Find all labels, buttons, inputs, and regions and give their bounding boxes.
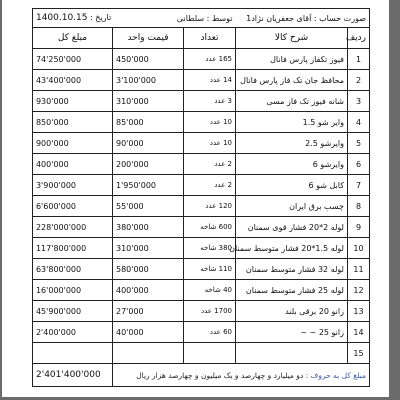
row-index: 10 bbox=[348, 238, 370, 259]
row-total: 45'900'000 bbox=[32, 301, 112, 322]
row-description: زانو 25 ~ ~ bbox=[235, 322, 347, 343]
table-row bbox=[32, 112, 369, 133]
column-header-total: مبلغ کل bbox=[32, 28, 112, 49]
row-index: 5 bbox=[348, 133, 370, 154]
table-row bbox=[32, 280, 369, 301]
row-unit-price: 40'000 bbox=[112, 322, 183, 343]
row-description: چسب برق ایران bbox=[235, 196, 347, 217]
row-quantity: 165 عدد bbox=[183, 49, 235, 70]
column-header-description: شرح کالا bbox=[235, 28, 347, 49]
row-unit-price bbox=[112, 343, 183, 364]
row-index: 13 bbox=[348, 301, 370, 322]
row-total: 63'800'000 bbox=[32, 259, 112, 280]
row-total: 930'000 bbox=[32, 91, 112, 112]
issuer-label: توسط : سلطانی bbox=[183, 9, 235, 28]
row-total: 74'250'000 bbox=[32, 49, 112, 70]
row-total: 850'000 bbox=[32, 112, 112, 133]
row-description: لوله 2*20 فشار قوی سمنان bbox=[235, 217, 347, 238]
row-unit-price: 580'000 bbox=[112, 259, 183, 280]
row-quantity: 40 شاخه bbox=[183, 280, 235, 301]
table-row bbox=[32, 133, 369, 154]
row-total: 2'400'000 bbox=[32, 322, 112, 343]
table-row bbox=[32, 49, 369, 70]
row-index: 6 bbox=[348, 154, 370, 175]
row-quantity: 120 عدد bbox=[183, 196, 235, 217]
row-unit-price: 90'000 bbox=[112, 133, 183, 154]
row-index: 4 bbox=[348, 112, 370, 133]
row-description bbox=[235, 343, 347, 364]
row-index: 8 bbox=[348, 196, 370, 217]
invoice-table bbox=[32, 8, 370, 364]
window-left-edge bbox=[0, 0, 2, 400]
row-quantity: 10 عدد bbox=[183, 112, 235, 133]
total-in-words-label: مبلغ کل به حروف : bbox=[305, 370, 366, 380]
row-quantity: 110 شاخه bbox=[183, 259, 235, 280]
window-right-edge bbox=[389, 0, 400, 400]
table-row bbox=[32, 259, 369, 280]
row-unit-price: 400'000 bbox=[112, 280, 183, 301]
row-quantity: 2 عدد bbox=[183, 175, 235, 196]
row-index: 11 bbox=[348, 259, 370, 280]
row-description: لوله 1.5*20 فشار متوسط سمنان bbox=[235, 238, 347, 259]
row-unit-price: 27'000 bbox=[112, 301, 183, 322]
table-row bbox=[32, 154, 369, 175]
row-description: لوله 25 فشار متوسط سمنان bbox=[235, 280, 347, 301]
row-unit-price: 450'000 bbox=[112, 49, 183, 70]
row-description: وایرشو 6 bbox=[235, 154, 347, 175]
column-header-index: ردیف bbox=[348, 28, 370, 49]
row-total: 43'400'000 bbox=[32, 70, 112, 91]
row-index: 14 bbox=[348, 322, 370, 343]
invoice-header-row bbox=[32, 9, 369, 28]
column-header-row bbox=[32, 28, 369, 49]
row-quantity bbox=[183, 343, 235, 364]
row-description: وایرشو 2.5 bbox=[235, 133, 347, 154]
row-total: 117'800'000 bbox=[32, 238, 112, 259]
row-description: فیوز تکفاز پارس فانال bbox=[235, 49, 347, 70]
table-row bbox=[32, 301, 369, 322]
table-row bbox=[32, 322, 369, 343]
row-quantity: 380 شاخه bbox=[183, 238, 235, 259]
date-cell bbox=[32, 9, 183, 28]
row-quantity: 2 عدد bbox=[183, 154, 235, 175]
total-in-words-value: دو میلیارد و چهارصد و یک میلیون و چهارصد هزار ریال bbox=[136, 370, 304, 380]
column-header-quantity: تعداد bbox=[183, 28, 235, 49]
row-quantity: 10 عدد bbox=[183, 133, 235, 154]
row-total bbox=[32, 343, 112, 364]
date-value: 1400.10.15 bbox=[35, 13, 88, 23]
table-row bbox=[32, 238, 369, 259]
row-unit-price: 200'000 bbox=[112, 154, 183, 175]
row-total: 16'000'000 bbox=[32, 280, 112, 301]
row-description: شانه فیوز تک فاز مسی bbox=[235, 91, 347, 112]
row-index: 2 bbox=[348, 70, 370, 91]
table-row bbox=[32, 196, 369, 217]
table-row bbox=[32, 70, 369, 91]
row-unit-price: 85'000 bbox=[112, 112, 183, 133]
row-description: لوله 32 فشار متوسط سمنان bbox=[235, 259, 347, 280]
summary-table bbox=[32, 363, 370, 387]
row-unit-price: 380'000 bbox=[112, 217, 183, 238]
date-label: تاریخ : bbox=[90, 13, 112, 22]
row-unit-price: 55'000 bbox=[112, 196, 183, 217]
row-quantity: 1700 عدد bbox=[183, 301, 235, 322]
total-in-words bbox=[113, 364, 370, 387]
row-description: کابل شو 6 bbox=[235, 175, 347, 196]
row-total: 6'600'000 bbox=[32, 196, 112, 217]
table-row bbox=[32, 343, 369, 364]
row-index: 12 bbox=[348, 280, 370, 301]
invoice-sheet bbox=[33, 8, 370, 387]
row-description: محافظ جان تک فاز پارس فانال bbox=[235, 70, 347, 91]
summary-row bbox=[33, 364, 370, 387]
row-unit-price: 1'950'000 bbox=[112, 175, 183, 196]
table-row bbox=[32, 175, 369, 196]
row-quantity: 600 شاخه bbox=[183, 217, 235, 238]
row-quantity: 60 عدد bbox=[183, 322, 235, 343]
row-description: زانو 20 برقی بلند bbox=[235, 301, 347, 322]
grand-total: 2'401'400'000 bbox=[33, 364, 113, 387]
table-row bbox=[32, 91, 369, 112]
table-row bbox=[32, 217, 369, 238]
row-total: 228'000'000 bbox=[32, 217, 112, 238]
row-total: 400'000 bbox=[32, 154, 112, 175]
row-index: 7 bbox=[348, 175, 370, 196]
column-header-unit-price: قیمت واحد bbox=[112, 28, 183, 49]
row-index: 9 bbox=[348, 217, 370, 238]
row-quantity: 14 عدد bbox=[183, 70, 235, 91]
row-index: 1 bbox=[348, 49, 370, 70]
row-index: 15 bbox=[348, 343, 370, 364]
row-total: 3'900'000 bbox=[32, 175, 112, 196]
row-unit-price: 310'000 bbox=[112, 238, 183, 259]
account-label: صورت حساب : آقای جعفریان نژاد1 bbox=[235, 9, 369, 28]
row-unit-price: 310'000 bbox=[112, 91, 183, 112]
row-index: 3 bbox=[348, 91, 370, 112]
row-unit-price: 3'100'000 bbox=[112, 70, 183, 91]
row-description: وایر شو 1.5 bbox=[235, 112, 347, 133]
row-total: 900'000 bbox=[32, 133, 112, 154]
row-quantity: 3 عدد bbox=[183, 91, 235, 112]
